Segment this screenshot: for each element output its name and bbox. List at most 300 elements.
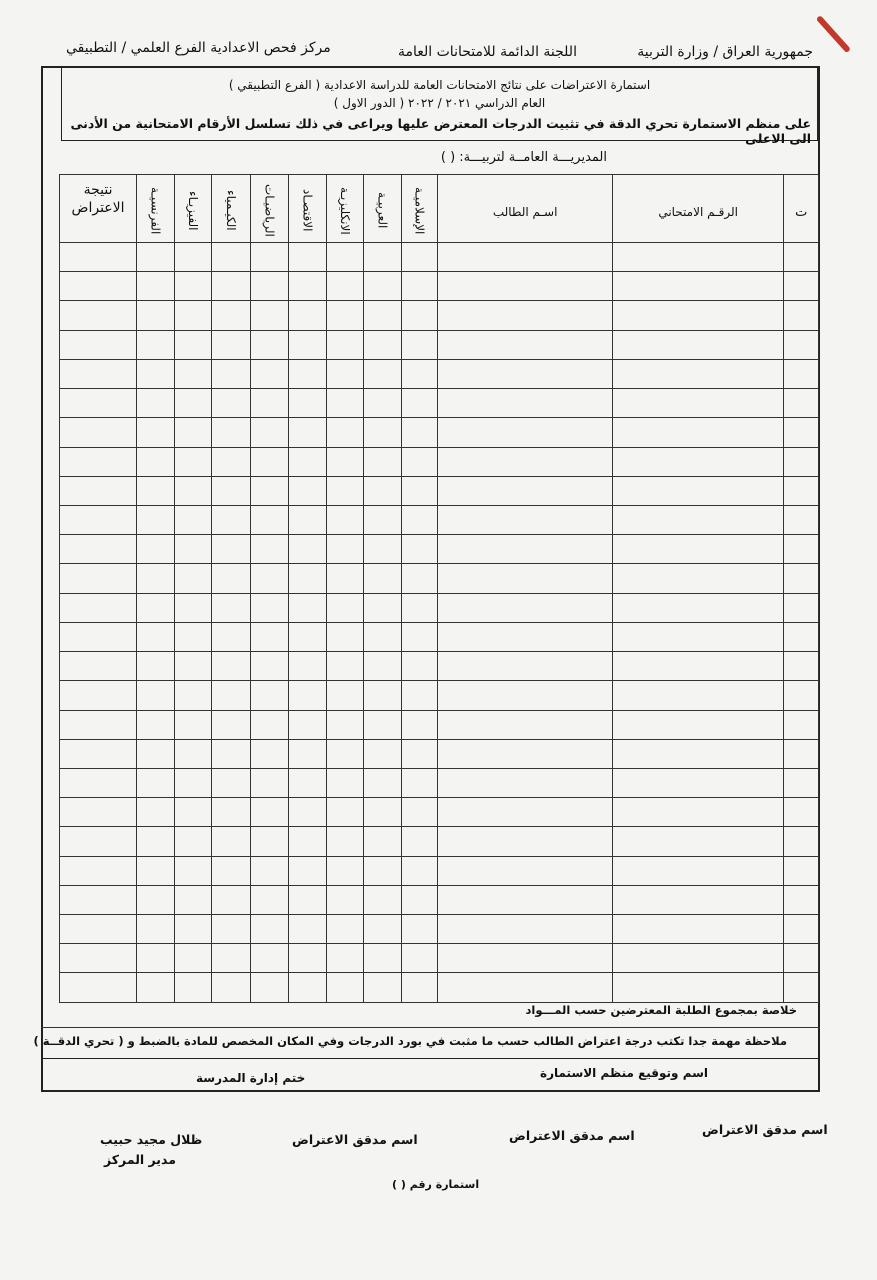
table-cell[interactable] [250, 301, 289, 330]
table-cell[interactable] [612, 535, 783, 564]
table-cell[interactable] [364, 944, 402, 973]
table-cell[interactable] [326, 564, 364, 593]
table-cell[interactable] [137, 418, 175, 447]
table-cell[interactable] [60, 243, 137, 272]
table-cell[interactable] [784, 827, 819, 856]
table-cell[interactable] [250, 505, 289, 534]
table-cell[interactable] [137, 243, 175, 272]
table-cell[interactable] [784, 710, 819, 739]
table-cell[interactable] [250, 856, 289, 885]
table-cell[interactable] [401, 476, 438, 505]
table-cell[interactable] [250, 973, 289, 1002]
table-cell[interactable] [212, 856, 251, 885]
table-cell[interactable] [137, 710, 175, 739]
table-cell[interactable] [612, 710, 783, 739]
table-cell[interactable] [60, 915, 137, 944]
table-cell[interactable] [438, 418, 613, 447]
table-cell[interactable] [401, 359, 438, 388]
table-cell[interactable] [364, 505, 402, 534]
table-cell[interactable] [401, 535, 438, 564]
table-cell[interactable] [137, 389, 175, 418]
table-cell[interactable] [137, 885, 175, 914]
table-cell[interactable] [401, 593, 438, 622]
table-cell[interactable] [612, 798, 783, 827]
table-cell[interactable] [401, 330, 438, 359]
table-cell[interactable] [60, 359, 137, 388]
table-cell[interactable] [326, 973, 364, 1002]
table-cell[interactable] [784, 885, 819, 914]
table-cell[interactable] [250, 330, 289, 359]
table-cell[interactable] [326, 359, 364, 388]
table-cell[interactable] [250, 389, 289, 418]
table-cell[interactable] [212, 272, 251, 301]
table-cell[interactable] [784, 330, 819, 359]
table-cell[interactable] [438, 447, 613, 476]
table-cell[interactable] [289, 301, 327, 330]
table-cell[interactable] [326, 535, 364, 564]
table-cell[interactable] [612, 827, 783, 856]
table-cell[interactable] [250, 593, 289, 622]
table-cell[interactable] [174, 593, 212, 622]
table-cell[interactable] [174, 652, 212, 681]
table-cell[interactable] [212, 798, 251, 827]
table-cell[interactable] [438, 827, 613, 856]
table-cell[interactable] [289, 330, 327, 359]
table-cell[interactable] [137, 915, 175, 944]
table-cell[interactable] [326, 827, 364, 856]
table-cell[interactable] [326, 476, 364, 505]
table-cell[interactable] [326, 856, 364, 885]
table-cell[interactable] [401, 768, 438, 797]
table-cell[interactable] [137, 476, 175, 505]
table-cell[interactable] [326, 622, 364, 651]
table-cell[interactable] [212, 418, 251, 447]
table-cell[interactable] [174, 389, 212, 418]
table-cell[interactable] [612, 652, 783, 681]
table-cell[interactable] [60, 681, 137, 710]
table-cell[interactable] [60, 768, 137, 797]
table-cell[interactable] [174, 768, 212, 797]
table-cell[interactable] [289, 681, 327, 710]
table-cell[interactable] [212, 915, 251, 944]
table-cell[interactable] [784, 622, 819, 651]
table-cell[interactable] [289, 944, 327, 973]
table-cell[interactable] [289, 564, 327, 593]
table-cell[interactable] [612, 301, 783, 330]
table-cell[interactable] [137, 301, 175, 330]
table-cell[interactable] [612, 330, 783, 359]
table-cell[interactable] [60, 652, 137, 681]
table-cell[interactable] [401, 681, 438, 710]
table-cell[interactable] [612, 973, 783, 1002]
table-cell[interactable] [60, 447, 137, 476]
table-cell[interactable] [60, 389, 137, 418]
table-cell[interactable] [250, 944, 289, 973]
table-cell[interactable] [326, 944, 364, 973]
table-cell[interactable] [612, 739, 783, 768]
table-cell[interactable] [212, 389, 251, 418]
table-cell[interactable] [60, 476, 137, 505]
table-cell[interactable] [250, 359, 289, 388]
table-cell[interactable] [212, 564, 251, 593]
table-cell[interactable] [174, 622, 212, 651]
table-cell[interactable] [212, 476, 251, 505]
table-cell[interactable] [174, 359, 212, 388]
table-cell[interactable] [438, 359, 613, 388]
table-cell[interactable] [174, 856, 212, 885]
table-cell[interactable] [137, 827, 175, 856]
table-cell[interactable] [438, 243, 613, 272]
table-cell[interactable] [174, 944, 212, 973]
table-cell[interactable] [438, 973, 613, 1002]
table-cell[interactable] [174, 739, 212, 768]
table-cell[interactable] [174, 827, 212, 856]
table-cell[interactable] [364, 622, 402, 651]
table-cell[interactable] [289, 710, 327, 739]
table-cell[interactable] [250, 564, 289, 593]
table-cell[interactable] [438, 389, 613, 418]
table-cell[interactable] [784, 535, 819, 564]
table-cell[interactable] [612, 768, 783, 797]
table-cell[interactable] [60, 739, 137, 768]
table-cell[interactable] [326, 447, 364, 476]
table-cell[interactable] [60, 330, 137, 359]
table-cell[interactable] [174, 973, 212, 1002]
table-cell[interactable] [289, 593, 327, 622]
table-cell[interactable] [612, 885, 783, 914]
table-cell[interactable] [289, 535, 327, 564]
table-cell[interactable] [612, 447, 783, 476]
table-cell[interactable] [364, 243, 402, 272]
table-cell[interactable] [174, 885, 212, 914]
table-cell[interactable] [364, 973, 402, 1002]
directorate-field[interactable]: المديريـــة العامــة لتربيـــة: ( ) [440, 150, 607, 165]
table-cell[interactable] [438, 476, 613, 505]
table-cell[interactable] [364, 710, 402, 739]
table-cell[interactable] [137, 739, 175, 768]
table-cell[interactable] [212, 301, 251, 330]
table-cell[interactable] [784, 593, 819, 622]
table-cell[interactable] [174, 564, 212, 593]
table-cell[interactable] [212, 359, 251, 388]
table-cell[interactable] [250, 798, 289, 827]
table-cell[interactable] [364, 564, 402, 593]
table-cell[interactable] [289, 856, 327, 885]
table-cell[interactable] [250, 827, 289, 856]
table-cell[interactable] [174, 798, 212, 827]
table-cell[interactable] [60, 973, 137, 1002]
table-cell[interactable] [438, 944, 613, 973]
table-cell[interactable] [250, 885, 289, 914]
table-cell[interactable] [250, 447, 289, 476]
table-cell[interactable] [438, 535, 613, 564]
table-cell[interactable] [401, 973, 438, 1002]
table-cell[interactable] [438, 330, 613, 359]
table-cell[interactable] [326, 798, 364, 827]
table-cell[interactable] [784, 768, 819, 797]
table-cell[interactable] [174, 476, 212, 505]
table-cell[interactable] [784, 359, 819, 388]
table-cell[interactable] [289, 243, 327, 272]
table-cell[interactable] [401, 418, 438, 447]
table-cell[interactable] [212, 827, 251, 856]
table-cell[interactable] [784, 301, 819, 330]
table-cell[interactable] [438, 681, 613, 710]
table-cell[interactable] [326, 593, 364, 622]
table-cell[interactable] [326, 768, 364, 797]
table-cell[interactable] [250, 418, 289, 447]
table-cell[interactable] [784, 856, 819, 885]
table-cell[interactable] [326, 885, 364, 914]
table-cell[interactable] [60, 505, 137, 534]
table-cell[interactable] [326, 739, 364, 768]
table-cell[interactable] [289, 359, 327, 388]
table-cell[interactable] [326, 389, 364, 418]
table-cell[interactable] [364, 389, 402, 418]
table-cell[interactable] [289, 915, 327, 944]
table-cell[interactable] [60, 856, 137, 885]
table-cell[interactable] [212, 535, 251, 564]
table-cell[interactable] [137, 622, 175, 651]
table-cell[interactable] [137, 359, 175, 388]
table-cell[interactable] [784, 681, 819, 710]
table-cell[interactable] [401, 944, 438, 973]
table-cell[interactable] [401, 652, 438, 681]
table-cell[interactable] [212, 505, 251, 534]
table-cell[interactable] [289, 798, 327, 827]
table-cell[interactable] [137, 652, 175, 681]
table-cell[interactable] [438, 768, 613, 797]
table-cell[interactable] [212, 768, 251, 797]
table-cell[interactable] [60, 593, 137, 622]
table-cell[interactable] [612, 681, 783, 710]
table-cell[interactable] [438, 915, 613, 944]
table-cell[interactable] [612, 944, 783, 973]
table-cell[interactable] [137, 330, 175, 359]
table-cell[interactable] [212, 973, 251, 1002]
table-cell[interactable] [784, 389, 819, 418]
table-cell[interactable] [289, 476, 327, 505]
table-cell[interactable] [174, 447, 212, 476]
table-cell[interactable] [401, 915, 438, 944]
table-cell[interactable] [612, 564, 783, 593]
table-cell[interactable] [174, 681, 212, 710]
table-cell[interactable] [289, 447, 327, 476]
table-cell[interactable] [60, 301, 137, 330]
table-cell[interactable] [438, 710, 613, 739]
table-cell[interactable] [326, 301, 364, 330]
table-cell[interactable] [784, 447, 819, 476]
table-cell[interactable] [326, 652, 364, 681]
table-cell[interactable] [364, 418, 402, 447]
table-cell[interactable] [438, 272, 613, 301]
table-cell[interactable] [784, 739, 819, 768]
table-cell[interactable] [174, 243, 212, 272]
table-cell[interactable] [289, 389, 327, 418]
table-cell[interactable] [250, 243, 289, 272]
table-cell[interactable] [401, 710, 438, 739]
table-cell[interactable] [401, 856, 438, 885]
table-cell[interactable] [174, 535, 212, 564]
table-cell[interactable] [784, 476, 819, 505]
table-cell[interactable] [289, 505, 327, 534]
table-cell[interactable] [438, 593, 613, 622]
table-cell[interactable] [364, 739, 402, 768]
table-cell[interactable] [364, 681, 402, 710]
table-cell[interactable] [137, 535, 175, 564]
table-cell[interactable] [174, 330, 212, 359]
table-cell[interactable] [250, 476, 289, 505]
table-cell[interactable] [137, 681, 175, 710]
table-cell[interactable] [784, 272, 819, 301]
table-cell[interactable] [438, 505, 613, 534]
table-cell[interactable] [212, 681, 251, 710]
table-cell[interactable] [326, 915, 364, 944]
table-cell[interactable] [250, 768, 289, 797]
table-cell[interactable] [438, 622, 613, 651]
table-cell[interactable] [438, 798, 613, 827]
table-cell[interactable] [401, 798, 438, 827]
table-cell[interactable] [401, 885, 438, 914]
table-cell[interactable] [326, 710, 364, 739]
table-cell[interactable] [438, 652, 613, 681]
table-cell[interactable] [212, 944, 251, 973]
table-cell[interactable] [60, 885, 137, 914]
table-cell[interactable] [612, 243, 783, 272]
table-cell[interactable] [250, 622, 289, 651]
table-cell[interactable] [364, 359, 402, 388]
table-cell[interactable] [784, 915, 819, 944]
table-cell[interactable] [612, 856, 783, 885]
table-cell[interactable] [612, 389, 783, 418]
table-cell[interactable] [289, 418, 327, 447]
table-cell[interactable] [364, 798, 402, 827]
table-cell[interactable] [364, 856, 402, 885]
table-cell[interactable] [364, 652, 402, 681]
table-cell[interactable] [212, 885, 251, 914]
table-cell[interactable] [289, 827, 327, 856]
table-cell[interactable] [326, 272, 364, 301]
table-cell[interactable] [326, 418, 364, 447]
table-cell[interactable] [174, 418, 212, 447]
table-cell[interactable] [289, 272, 327, 301]
table-cell[interactable] [438, 885, 613, 914]
table-cell[interactable] [60, 418, 137, 447]
table-cell[interactable] [364, 768, 402, 797]
table-cell[interactable] [137, 505, 175, 534]
table-cell[interactable] [784, 798, 819, 827]
table-cell[interactable] [137, 944, 175, 973]
table-cell[interactable] [60, 710, 137, 739]
table-cell[interactable] [250, 710, 289, 739]
table-cell[interactable] [364, 827, 402, 856]
table-cell[interactable] [60, 535, 137, 564]
table-cell[interactable] [60, 798, 137, 827]
table-cell[interactable] [401, 447, 438, 476]
table-cell[interactable] [364, 272, 402, 301]
table-cell[interactable] [438, 564, 613, 593]
table-cell[interactable] [364, 593, 402, 622]
table-cell[interactable] [364, 535, 402, 564]
table-cell[interactable] [250, 535, 289, 564]
table-cell[interactable] [289, 622, 327, 651]
table-cell[interactable] [174, 272, 212, 301]
table-cell[interactable] [784, 652, 819, 681]
table-cell[interactable] [401, 827, 438, 856]
table-cell[interactable] [612, 505, 783, 534]
table-cell[interactable] [784, 243, 819, 272]
table-cell[interactable] [784, 973, 819, 1002]
table-cell[interactable] [250, 272, 289, 301]
table-cell[interactable] [137, 798, 175, 827]
table-cell[interactable] [401, 272, 438, 301]
table-cell[interactable] [784, 564, 819, 593]
table-cell[interactable] [250, 739, 289, 768]
table-cell[interactable] [401, 739, 438, 768]
table-cell[interactable] [137, 856, 175, 885]
table-cell[interactable] [401, 301, 438, 330]
table-cell[interactable] [784, 505, 819, 534]
table-cell[interactable] [401, 564, 438, 593]
table-cell[interactable] [364, 330, 402, 359]
table-cell[interactable] [612, 476, 783, 505]
table-cell[interactable] [137, 593, 175, 622]
table-cell[interactable] [212, 739, 251, 768]
table-cell[interactable] [612, 622, 783, 651]
table-cell[interactable] [364, 885, 402, 914]
table-cell[interactable] [326, 505, 364, 534]
table-cell[interactable] [174, 505, 212, 534]
table-cell[interactable] [364, 447, 402, 476]
table-cell[interactable] [612, 359, 783, 388]
table-cell[interactable] [174, 915, 212, 944]
table-cell[interactable] [212, 330, 251, 359]
table-cell[interactable] [250, 652, 289, 681]
table-cell[interactable] [289, 652, 327, 681]
table-cell[interactable] [174, 710, 212, 739]
table-cell[interactable] [212, 652, 251, 681]
table-cell[interactable] [137, 973, 175, 1002]
table-cell[interactable] [326, 330, 364, 359]
table-cell[interactable] [401, 505, 438, 534]
table-cell[interactable] [401, 622, 438, 651]
table-cell[interactable] [326, 681, 364, 710]
table-cell[interactable] [137, 564, 175, 593]
table-cell[interactable] [289, 973, 327, 1002]
table-cell[interactable] [174, 301, 212, 330]
table-cell[interactable] [401, 389, 438, 418]
table-cell[interactable] [438, 739, 613, 768]
table-cell[interactable] [60, 827, 137, 856]
table-cell[interactable] [60, 564, 137, 593]
table-cell[interactable] [438, 301, 613, 330]
table-cell[interactable] [784, 418, 819, 447]
table-cell[interactable] [612, 915, 783, 944]
table-cell[interactable] [784, 944, 819, 973]
table-cell[interactable] [612, 418, 783, 447]
table-cell[interactable] [612, 593, 783, 622]
table-cell[interactable] [326, 243, 364, 272]
table-cell[interactable] [250, 915, 289, 944]
table-cell[interactable] [401, 243, 438, 272]
table-cell[interactable] [212, 243, 251, 272]
table-cell[interactable] [289, 768, 327, 797]
table-cell[interactable] [364, 476, 402, 505]
table-cell[interactable] [364, 301, 402, 330]
table-cell[interactable] [364, 915, 402, 944]
table-cell[interactable] [212, 622, 251, 651]
table-cell[interactable] [137, 768, 175, 797]
